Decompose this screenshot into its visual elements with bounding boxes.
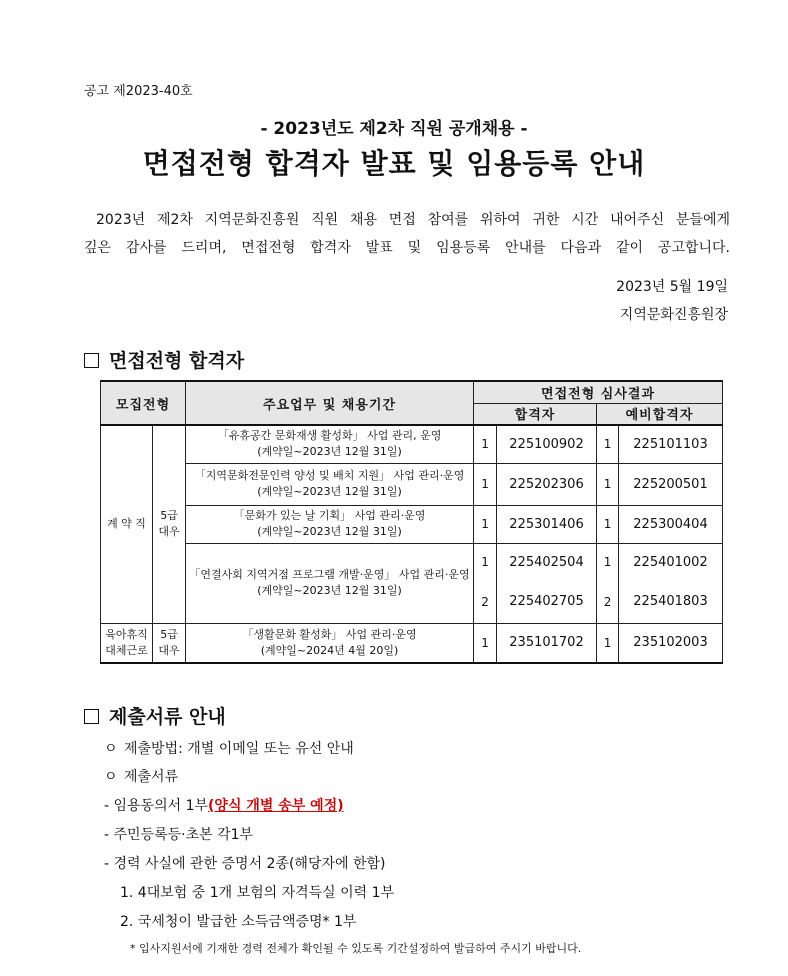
reserve-number: 225200501	[619, 463, 723, 505]
doc-item-text: - 임용동의서 1부	[104, 798, 209, 814]
reserve-index: 2	[597, 581, 619, 623]
duty-title: 「유휴공간 문화재생 활성화」 사업 관리, 운영	[217, 429, 442, 443]
reserve-index: 1	[597, 425, 619, 463]
reserve-number: 235102003	[619, 623, 723, 663]
grade-line: 5급	[160, 627, 178, 641]
pass-number: 225301406	[497, 505, 597, 543]
duty-cell	[186, 623, 474, 663]
table-row	[101, 543, 723, 581]
pass-number: 225402504	[497, 543, 597, 581]
duty-period: (계약일~2024년 4월 20일)	[260, 643, 399, 657]
reserve-number: 225101103	[619, 425, 723, 463]
table-row	[101, 425, 723, 463]
duty-period: (계약일~2023년 12월 31일)	[257, 525, 402, 538]
notice-number: 공고 제2023-40호	[84, 84, 193, 99]
footnote: * 입사지원서에 기재한 경력 전체가 확인될 수 있도록 기간설정하여 발급하여 주시기 바랍니다.	[130, 942, 582, 955]
section-interview-results	[84, 346, 244, 373]
header-recruit-type: 모집전형	[101, 381, 186, 425]
reserve-number: 225300404	[619, 505, 723, 543]
method-text: 제출방법: 개별 이메일 또는 유선 안내	[124, 741, 354, 757]
grade-cell	[153, 425, 186, 623]
pass-number: 225100902	[497, 425, 597, 463]
duty-cell	[186, 543, 474, 623]
duty-title: 「연결사회 지역거점 프로그램 개발·운영」 사업 관리·운영	[189, 568, 470, 581]
duty-period: (계약일~2023년 12월 31일)	[257, 445, 402, 459]
section-title: 면접전형 합격자	[109, 350, 245, 372]
checkbox-square-icon	[84, 353, 99, 368]
header-result: 면접전형 심사결과	[474, 381, 723, 403]
section-title: 제출서류 안내	[109, 706, 226, 728]
category-cell: 계 약 직	[101, 425, 153, 623]
duty-period: (계약일~2023년 12월 31일)	[257, 584, 402, 597]
reserve-index: 1	[597, 463, 619, 505]
duty-title: 「문화가 있는 날 기획」 사업 관리·운영	[233, 509, 426, 522]
checkbox-square-icon	[84, 709, 99, 724]
duty-cell	[186, 463, 474, 505]
pass-number: 225402705	[497, 581, 597, 623]
pass-index: 1	[474, 463, 497, 505]
header-duty: 주요업무 및 채용기간	[186, 381, 474, 425]
table-row	[101, 623, 723, 663]
pass-number: 225202306	[497, 463, 597, 505]
reserve-index: 1	[597, 505, 619, 543]
grade-cell	[153, 623, 186, 663]
announcement-date: 2023년 5월 19일	[616, 279, 728, 295]
pass-index: 2	[474, 581, 497, 623]
docs-label-text: 제출서류	[124, 769, 179, 785]
bullet-icon: ㅇ	[104, 769, 118, 785]
table-row	[101, 505, 723, 543]
grade-line: 대우	[158, 643, 180, 657]
pass-index: 1	[474, 505, 497, 543]
grade-line: 대우	[158, 525, 180, 539]
duty-cell	[186, 425, 474, 463]
reserve-index: 1	[597, 543, 619, 581]
submission-docs-label	[104, 766, 178, 786]
doc-item-resident: - 주민등록등·초본 각1부	[104, 827, 254, 843]
category-line: 대체근로	[105, 643, 148, 657]
submission-method	[104, 738, 354, 758]
header-reserve: 예비합격자	[597, 403, 723, 425]
bullet-icon: ㅇ	[104, 741, 118, 757]
document-title: 면접전형 합격자 발표 및 임용등록 안내	[142, 147, 646, 180]
doc-item-career: - 경력 사실에 관한 증명서 2종(해당자에 한함)	[104, 856, 386, 872]
signer: 지역문화진흥원장	[619, 307, 728, 323]
doc-item-note: (양식 개별 송부 예정)	[208, 798, 344, 814]
results-table	[100, 380, 723, 664]
doc-item-consent	[104, 795, 344, 815]
intro-line-1: 2023년 제2차 지역문화진흥원 직원 채용 면접 참여를 위하여 귀한 시간 내어주신 분들에게	[96, 212, 730, 228]
document-subtitle: - 2023년도 제2차 직원 공개채용 -	[260, 119, 528, 139]
category-line: 육아휴직	[105, 627, 148, 641]
grade-line: 5급	[160, 509, 178, 523]
reserve-index: 1	[597, 623, 619, 663]
table-row	[101, 463, 723, 505]
intro-line-2: 깊은 감사를 드리며, 면접전형 합격자 발표 및 임용등록 안내를 다음과 같이 공고합니다.	[84, 240, 730, 256]
pass-index: 1	[474, 543, 497, 581]
section-submission-docs	[84, 702, 226, 729]
category-cell	[101, 623, 153, 663]
pass-index: 1	[474, 425, 497, 463]
duty-title: 「생활문화 활성화」 사업 관리·운영	[242, 627, 417, 641]
career-sub-item-1: 1. 4대보험 중 1개 보험의 자격득실 이력 1부	[120, 885, 395, 901]
duty-cell	[186, 505, 474, 543]
header-pass: 합격자	[474, 403, 597, 425]
pass-index: 1	[474, 623, 497, 663]
intro-paragraph	[84, 206, 730, 262]
reserve-number: 225401002	[619, 543, 723, 581]
career-sub-item-2: 2. 국세청이 발급한 소득금액증명* 1부	[120, 914, 357, 930]
duty-period: (계약일~2023년 12월 31일)	[257, 485, 402, 498]
duty-title: 「지역문화전문인력 양성 및 배치 지원」 사업 관리·운영	[194, 469, 465, 482]
reserve-number: 225401803	[619, 581, 723, 623]
pass-number: 235101702	[497, 623, 597, 663]
